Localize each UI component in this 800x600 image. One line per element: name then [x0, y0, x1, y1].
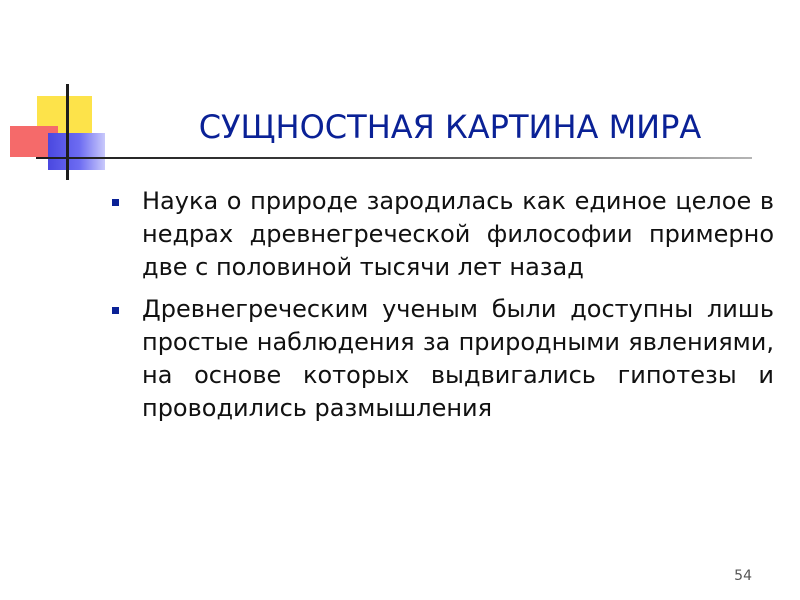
bullet-text: Наука о природе зародилась как единое целое в недрах древнегреческой философии примерно две с половиной тысячи лет назад — [142, 187, 774, 281]
page-number: 54 — [734, 568, 752, 584]
slide-title: СУЩНОСТНАЯ КАРТИНА МИРА — [198, 108, 702, 146]
bullet-text: Древнегреческим ученым были доступны лишь простые наблюдения за природными явлениями, на основе которых выдвигались гипотезы и проводились размышления — [142, 295, 774, 422]
bullet-square-icon — [112, 307, 119, 314]
title-underline — [36, 157, 752, 159]
logo-blue-square — [48, 133, 105, 170]
bullet-item — [108, 185, 774, 284]
bullet-item — [108, 293, 774, 425]
logo-vertical-line — [66, 84, 69, 180]
decorative-logo — [0, 0, 120, 190]
bullet-list — [108, 185, 774, 434]
bullet-square-icon — [112, 199, 119, 206]
